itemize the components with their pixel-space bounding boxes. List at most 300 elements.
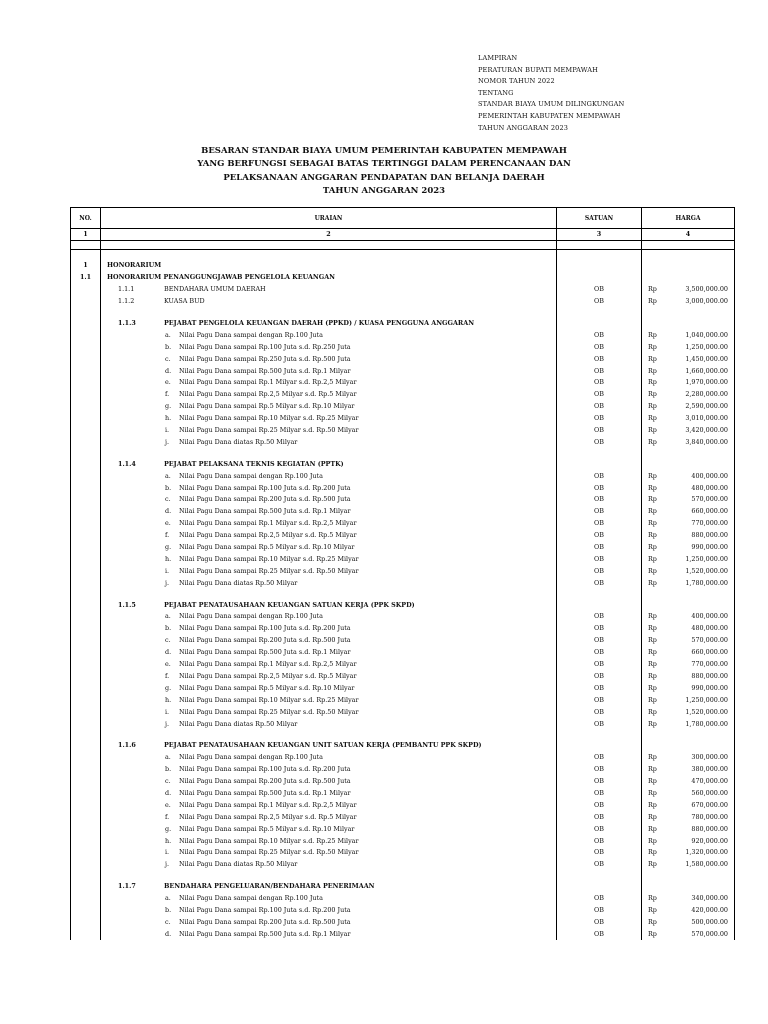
item-letter: h. xyxy=(165,695,172,704)
cell-uraian xyxy=(101,458,557,470)
price-value: 3,000,000.00 xyxy=(685,297,728,306)
section-label: HONORARIUM PENANGGUNGJAWAB PENGELOLA KEUANGAN xyxy=(107,273,336,282)
cell-no xyxy=(71,296,101,308)
cell-no: 1 xyxy=(71,260,101,272)
cell-satuan xyxy=(557,308,642,318)
cell-uraian xyxy=(101,482,557,494)
item-label: PEJABAT PENATAUSAHAAN KEUANGAN UNIT SATUAN KERJA (PEMBANTU PPK SKPD) xyxy=(164,741,482,750)
table-row xyxy=(71,448,735,458)
cell-harga xyxy=(642,401,735,413)
cell-harga xyxy=(642,341,735,353)
cell-satuan: OB xyxy=(557,365,642,377)
cell-no xyxy=(71,365,101,377)
cell-uraian xyxy=(101,788,557,800)
table-row xyxy=(71,635,735,647)
currency-label: Rp xyxy=(648,378,657,387)
price-value: 1,780,000.00 xyxy=(685,719,728,728)
cell-satuan: OB xyxy=(557,635,642,647)
currency-label: Rp xyxy=(648,860,657,869)
currency-label: Rp xyxy=(648,285,657,294)
cell-no xyxy=(71,318,101,330)
cell-satuan: OB xyxy=(557,506,642,518)
currency-label: Rp xyxy=(648,578,657,587)
cell-uraian xyxy=(101,518,557,530)
item-letter: f. xyxy=(165,812,170,821)
cell-no xyxy=(71,482,101,494)
title-line: PELAKSANAAN ANGGARAN PENDAPATAN DAN BELANJA DAERAH xyxy=(223,172,545,183)
cell-satuan: OB xyxy=(557,553,642,565)
cell-no xyxy=(71,635,101,647)
cell-harga xyxy=(642,881,735,893)
cell-harga xyxy=(642,530,735,542)
item-letter: a. xyxy=(165,330,171,339)
table-row xyxy=(71,776,735,788)
table-row xyxy=(71,250,735,261)
currency-label: Rp xyxy=(648,566,657,575)
item-description: Nilai Pagu Dana sampai dengan Rp.100 Juta xyxy=(179,330,323,339)
cell-no xyxy=(71,928,101,940)
cell-no xyxy=(71,764,101,776)
cell-no xyxy=(71,506,101,518)
item-description: Nilai Pagu Dana diatas Rp.50 Milyar xyxy=(179,860,298,869)
item-description: Nilai Pagu Dana sampai Rp.200 Juta s.d. Rp.500 Juta xyxy=(179,777,351,786)
item-letter: e. xyxy=(165,800,171,809)
cell-no xyxy=(71,776,101,788)
currency-label: Rp xyxy=(648,330,657,339)
table-row xyxy=(71,718,735,730)
price-value: 3,840,000.00 xyxy=(685,437,728,446)
cell-no xyxy=(71,823,101,835)
cell-uraian xyxy=(101,682,557,694)
cell-uraian xyxy=(101,589,557,599)
cell-no xyxy=(71,589,101,599)
colnum-harga: 4 xyxy=(642,229,735,241)
cell-satuan: OB xyxy=(557,494,642,506)
cell-satuan xyxy=(557,871,642,881)
cell-uraian xyxy=(101,881,557,893)
cell-harga xyxy=(642,425,735,437)
cell-no xyxy=(71,436,101,448)
cell-satuan xyxy=(557,589,642,599)
cell-uraian xyxy=(101,659,557,671)
item-letter: c. xyxy=(165,636,171,645)
currency-label: Rp xyxy=(648,507,657,516)
item-letter: i. xyxy=(165,707,170,716)
item-label: BENDAHARA UMUM DAERAH xyxy=(164,285,266,294)
table-row xyxy=(71,694,735,706)
cell-harga xyxy=(642,284,735,296)
cell-satuan: OB xyxy=(557,788,642,800)
cell-uraian xyxy=(101,353,557,365)
currency-label: Rp xyxy=(648,671,657,680)
currency-label: Rp xyxy=(648,894,657,903)
item-letter: c. xyxy=(165,495,171,504)
currency-label: Rp xyxy=(648,848,657,857)
price-value: 1,520,000.00 xyxy=(685,566,728,575)
item-letter: f. xyxy=(165,531,170,540)
item-code: 1.1.3 xyxy=(118,319,136,327)
table-row xyxy=(71,506,735,518)
cell-uraian xyxy=(101,506,557,518)
item-description: Nilai Pagu Dana sampai Rp.1 Milyar s.d. Rp.2,5 Milyar xyxy=(179,660,357,669)
item-letter: b. xyxy=(165,765,172,774)
price-value: 480,000.00 xyxy=(691,624,728,633)
cell-satuan xyxy=(557,730,642,740)
cell-harga xyxy=(642,647,735,659)
table-row xyxy=(71,799,735,811)
table-row xyxy=(71,565,735,577)
cell-uraian xyxy=(101,284,557,296)
currency-label: Rp xyxy=(648,390,657,399)
table-row xyxy=(71,377,735,389)
cell-no xyxy=(71,718,101,730)
cell-uraian xyxy=(101,389,557,401)
item-description: Nilai Pagu Dana sampai Rp.500 Juta s.d. Rp.1 Milyar xyxy=(179,366,351,375)
currency-label: Rp xyxy=(648,917,657,926)
cell-satuan xyxy=(557,448,642,458)
cell-uraian xyxy=(101,470,557,482)
table-row xyxy=(71,859,735,871)
cell-satuan: OB xyxy=(557,659,642,671)
cell-harga xyxy=(642,413,735,425)
price-value: 570,000.00 xyxy=(691,929,728,938)
price-value: 3,420,000.00 xyxy=(685,426,728,435)
table-row xyxy=(71,341,735,353)
cell-no xyxy=(71,682,101,694)
table-row xyxy=(71,811,735,823)
cell-no xyxy=(71,413,101,425)
table-row xyxy=(71,365,735,377)
item-description: Nilai Pagu Dana sampai Rp.2,5 Milyar s.d. Rp.5 Milyar xyxy=(179,390,357,399)
currency-label: Rp xyxy=(648,402,657,411)
price-value: 400,000.00 xyxy=(691,612,728,621)
cell-satuan: OB xyxy=(557,353,642,365)
item-description: Nilai Pagu Dana sampai Rp.10 Milyar s.d. Rp.25 Milyar xyxy=(179,695,359,704)
item-description: Nilai Pagu Dana diatas Rp.50 Milyar xyxy=(179,719,298,728)
currency-label: Rp xyxy=(648,683,657,692)
cell-no xyxy=(71,799,101,811)
cell-uraian xyxy=(101,799,557,811)
cell-uraian xyxy=(101,776,557,788)
header-satuan: SATUAN xyxy=(557,208,642,229)
cell-harga xyxy=(642,436,735,448)
cell-harga xyxy=(642,506,735,518)
table-row xyxy=(71,436,735,448)
cell-satuan xyxy=(557,740,642,752)
price-value: 1,450,000.00 xyxy=(685,354,728,363)
cell-uraian xyxy=(101,542,557,554)
table-row xyxy=(71,329,735,341)
item-letter: g. xyxy=(165,683,172,692)
price-value: 1,250,000.00 xyxy=(685,342,728,351)
table-row xyxy=(71,589,735,599)
table-row xyxy=(71,823,735,835)
item-code: 1.1.5 xyxy=(118,600,136,609)
price-value: 660,000.00 xyxy=(691,507,728,516)
cell-satuan: OB xyxy=(557,916,642,928)
cell-satuan: OB xyxy=(557,671,642,683)
cell-no xyxy=(71,329,101,341)
cell-satuan: OB xyxy=(557,296,642,308)
cell-no xyxy=(71,893,101,905)
cell-uraian xyxy=(101,871,557,881)
cell-harga xyxy=(642,752,735,764)
cell-satuan: OB xyxy=(557,542,642,554)
item-letter: b. xyxy=(165,483,172,492)
table-row xyxy=(71,847,735,859)
cell-no xyxy=(71,881,101,893)
table-row xyxy=(71,671,735,683)
lampiran-line: TAHUN ANGGARAN 2023 xyxy=(478,123,569,132)
table-row xyxy=(71,353,735,365)
lampiran-line: PERATURAN BUPATI MEMPAWAH xyxy=(478,65,598,74)
price-value: 990,000.00 xyxy=(691,683,728,692)
table-row xyxy=(71,425,735,437)
item-letter: e. xyxy=(165,660,171,669)
lampiran-block xyxy=(478,53,624,134)
cell-satuan: OB xyxy=(557,577,642,589)
cell-harga xyxy=(642,694,735,706)
cell-satuan: OB xyxy=(557,284,642,296)
item-description: Nilai Pagu Dana sampai Rp.5 Milyar s.d. Rp.10 Milyar xyxy=(179,543,355,552)
item-letter: j. xyxy=(165,860,170,869)
cell-satuan: OB xyxy=(557,893,642,905)
item-description: Nilai Pagu Dana sampai Rp.250 Juta s.d. Rp.500 Juta xyxy=(179,354,351,363)
currency-label: Rp xyxy=(648,624,657,633)
cell-uraian xyxy=(101,740,557,752)
currency-label: Rp xyxy=(648,695,657,704)
table-row xyxy=(71,706,735,718)
cell-harga xyxy=(642,928,735,940)
item-description: Nilai Pagu Dana sampai Rp.2,5 Milyar s.d. Rp.5 Milyar xyxy=(179,812,357,821)
cell-uraian xyxy=(101,530,557,542)
item-label: BENDAHARA PENGELUARAN/BENDAHARA PENERIMAAN xyxy=(164,882,375,891)
currency-label: Rp xyxy=(648,824,657,833)
table-row xyxy=(71,530,735,542)
cell-no xyxy=(71,599,101,611)
cell-uraian xyxy=(101,859,557,871)
cell-satuan: OB xyxy=(557,436,642,448)
item-letter: j. xyxy=(165,437,170,446)
item-description: Nilai Pagu Dana sampai Rp.1 Milyar s.d. Rp.2,5 Milyar xyxy=(179,800,357,809)
currency-label: Rp xyxy=(648,753,657,762)
cell-satuan xyxy=(557,250,642,261)
item-description: Nilai Pagu Dana sampai Rp.500 Juta s.d. Rp.1 Milyar xyxy=(179,648,351,657)
cell-uraian xyxy=(101,296,557,308)
item-description: Nilai Pagu Dana sampai Rp.10 Milyar s.d. Rp.25 Milyar xyxy=(179,836,359,845)
currency-label: Rp xyxy=(648,612,657,621)
cell-uraian xyxy=(101,329,557,341)
item-letter: c. xyxy=(165,777,171,786)
table-row xyxy=(71,284,735,296)
cell-harga xyxy=(642,599,735,611)
item-letter: d. xyxy=(165,788,172,797)
document-title xyxy=(0,145,768,199)
item-description: Nilai Pagu Dana sampai Rp.200 Juta s.d. Rp.500 Juta xyxy=(179,917,351,926)
currency-label: Rp xyxy=(648,788,657,797)
cell-uraian xyxy=(101,553,557,565)
price-value: 1,250,000.00 xyxy=(685,554,728,563)
section-label: HONORARIUM xyxy=(107,261,162,270)
lampiran-line: PEMERINTAH KABUPATEN MEMPAWAH xyxy=(478,111,621,120)
item-description: Nilai Pagu Dana sampai Rp.500 Juta s.d. Rp.1 Milyar xyxy=(179,788,351,797)
item-description: Nilai Pagu Dana sampai dengan Rp.100 Juta xyxy=(179,612,323,621)
item-description: Nilai Pagu Dana sampai Rp.25 Milyar s.d. Rp.50 Milyar xyxy=(179,426,359,435)
item-letter: j. xyxy=(165,578,170,587)
cell-harga xyxy=(642,353,735,365)
table-row xyxy=(71,599,735,611)
currency-label: Rp xyxy=(648,905,657,914)
currency-label: Rp xyxy=(648,519,657,528)
title-line: YANG BERFUNGSI SEBAGAI BATAS TERTINGGI DALAM PERENCANAAN DAN xyxy=(197,159,571,170)
cell-satuan: OB xyxy=(557,329,642,341)
item-letter: d. xyxy=(165,507,172,516)
cell-uraian xyxy=(101,847,557,859)
table-row xyxy=(71,730,735,740)
cell-no xyxy=(71,577,101,589)
table-row xyxy=(71,871,735,881)
cell-harga xyxy=(642,296,735,308)
cell-harga xyxy=(642,871,735,881)
cell-satuan: OB xyxy=(557,682,642,694)
cell-no xyxy=(71,788,101,800)
price-value: 480,000.00 xyxy=(691,483,728,492)
item-description: Nilai Pagu Dana sampai dengan Rp.100 Juta xyxy=(179,894,323,903)
cell-harga xyxy=(642,589,735,599)
cell-uraian xyxy=(101,436,557,448)
table-row xyxy=(71,482,735,494)
cell-no xyxy=(71,425,101,437)
item-label: PEJABAT PENGELOLA KEUANGAN DAERAH (PPKD) / KUASA PENGGUNA ANGGARAN xyxy=(164,319,475,327)
cell-no xyxy=(71,401,101,413)
item-code: 1.1.6 xyxy=(118,741,136,750)
cell-harga xyxy=(642,659,735,671)
item-description: Nilai Pagu Dana sampai Rp.100 Juta s.d. Rp.200 Juta xyxy=(179,483,351,492)
cell-no xyxy=(71,752,101,764)
cell-no xyxy=(71,494,101,506)
price-value: 3,500,000.00 xyxy=(685,285,728,294)
cell-no xyxy=(71,730,101,740)
cell-harga xyxy=(642,260,735,272)
item-label: KUASA BUD xyxy=(164,297,205,306)
currency-label: Rp xyxy=(648,777,657,786)
cell-satuan: OB xyxy=(557,694,642,706)
cell-harga xyxy=(642,518,735,530)
price-value: 880,000.00 xyxy=(691,531,728,540)
cell-satuan: OB xyxy=(557,905,642,917)
item-letter: c. xyxy=(165,917,171,926)
cell-harga xyxy=(642,611,735,623)
item-letter: d. xyxy=(165,929,172,938)
cell-harga xyxy=(642,730,735,740)
item-label: PEJABAT PELAKSANA TEKNIS KEGIATAN (PPTK) xyxy=(164,459,344,468)
item-letter: h. xyxy=(165,836,172,845)
cell-no xyxy=(71,623,101,635)
spacer-row xyxy=(71,241,735,250)
table-row xyxy=(71,740,735,752)
currency-label: Rp xyxy=(648,800,657,809)
cell-harga xyxy=(642,448,735,458)
item-description: Nilai Pagu Dana sampai Rp.100 Juta s.d. Rp.200 Juta xyxy=(179,905,351,914)
standar-biaya-table xyxy=(70,207,735,940)
cell-no xyxy=(71,859,101,871)
table-row xyxy=(71,458,735,470)
cell-uraian xyxy=(101,565,557,577)
cell-no xyxy=(71,659,101,671)
cell-satuan xyxy=(557,318,642,330)
cell-uraian xyxy=(101,318,557,330)
item-letter: c. xyxy=(165,354,171,363)
cell-no xyxy=(71,542,101,554)
cell-satuan: OB xyxy=(557,859,642,871)
cell-satuan: OB xyxy=(557,425,642,437)
cell-satuan: OB xyxy=(557,401,642,413)
price-value: 1,520,000.00 xyxy=(685,707,728,716)
item-letter: h. xyxy=(165,414,172,423)
cell-harga xyxy=(642,623,735,635)
price-value: 2,280,000.00 xyxy=(685,390,728,399)
cell-uraian xyxy=(101,706,557,718)
cell-uraian xyxy=(101,928,557,940)
table-row xyxy=(71,764,735,776)
cell-uraian xyxy=(101,425,557,437)
table-row xyxy=(71,916,735,928)
currency-label: Rp xyxy=(648,297,657,306)
cell-satuan: OB xyxy=(557,377,642,389)
cell-satuan xyxy=(557,599,642,611)
currency-label: Rp xyxy=(648,636,657,645)
item-letter: i. xyxy=(165,426,170,435)
price-value: 1,780,000.00 xyxy=(685,578,728,587)
header-harga: HARGA xyxy=(642,208,735,229)
cell-uraian xyxy=(101,401,557,413)
cell-no: 1.1 xyxy=(71,272,101,284)
item-letter: b. xyxy=(165,624,172,633)
cell-satuan: OB xyxy=(557,799,642,811)
table-row xyxy=(71,905,735,917)
item-description: Nilai Pagu Dana sampai Rp.100 Juta s.d. Rp.250 Juta xyxy=(179,342,351,351)
cell-uraian xyxy=(101,730,557,740)
cell-no xyxy=(71,905,101,917)
currency-label: Rp xyxy=(648,366,657,375)
price-value: 300,000.00 xyxy=(691,753,728,762)
cell-satuan: OB xyxy=(557,530,642,542)
price-value: 3,010,000.00 xyxy=(685,414,728,423)
cell-no xyxy=(71,250,101,261)
cell-harga xyxy=(642,776,735,788)
cell-satuan: OB xyxy=(557,518,642,530)
price-value: 340,000.00 xyxy=(691,894,728,903)
cell-harga xyxy=(642,553,735,565)
cell-no xyxy=(71,389,101,401)
cell-satuan: OB xyxy=(557,835,642,847)
cell-uraian xyxy=(101,671,557,683)
item-letter: d. xyxy=(165,366,172,375)
cell-uraian xyxy=(101,272,557,284)
cell-harga xyxy=(642,706,735,718)
price-value: 470,000.00 xyxy=(691,777,728,786)
item-description: Nilai Pagu Dana sampai Rp.200 Juta s.d. Rp.500 Juta xyxy=(179,495,351,504)
title-line: BESARAN STANDAR BIAYA UMUM PEMERINTAH KABUPATEN MEMPAWAH xyxy=(201,146,567,156)
cell-satuan: OB xyxy=(557,389,642,401)
cell-harga xyxy=(642,916,735,928)
cell-harga xyxy=(642,250,735,261)
cell-harga xyxy=(642,764,735,776)
cell-harga xyxy=(642,272,735,284)
cell-uraian xyxy=(101,752,557,764)
cell-satuan: OB xyxy=(557,341,642,353)
cell-harga xyxy=(642,740,735,752)
